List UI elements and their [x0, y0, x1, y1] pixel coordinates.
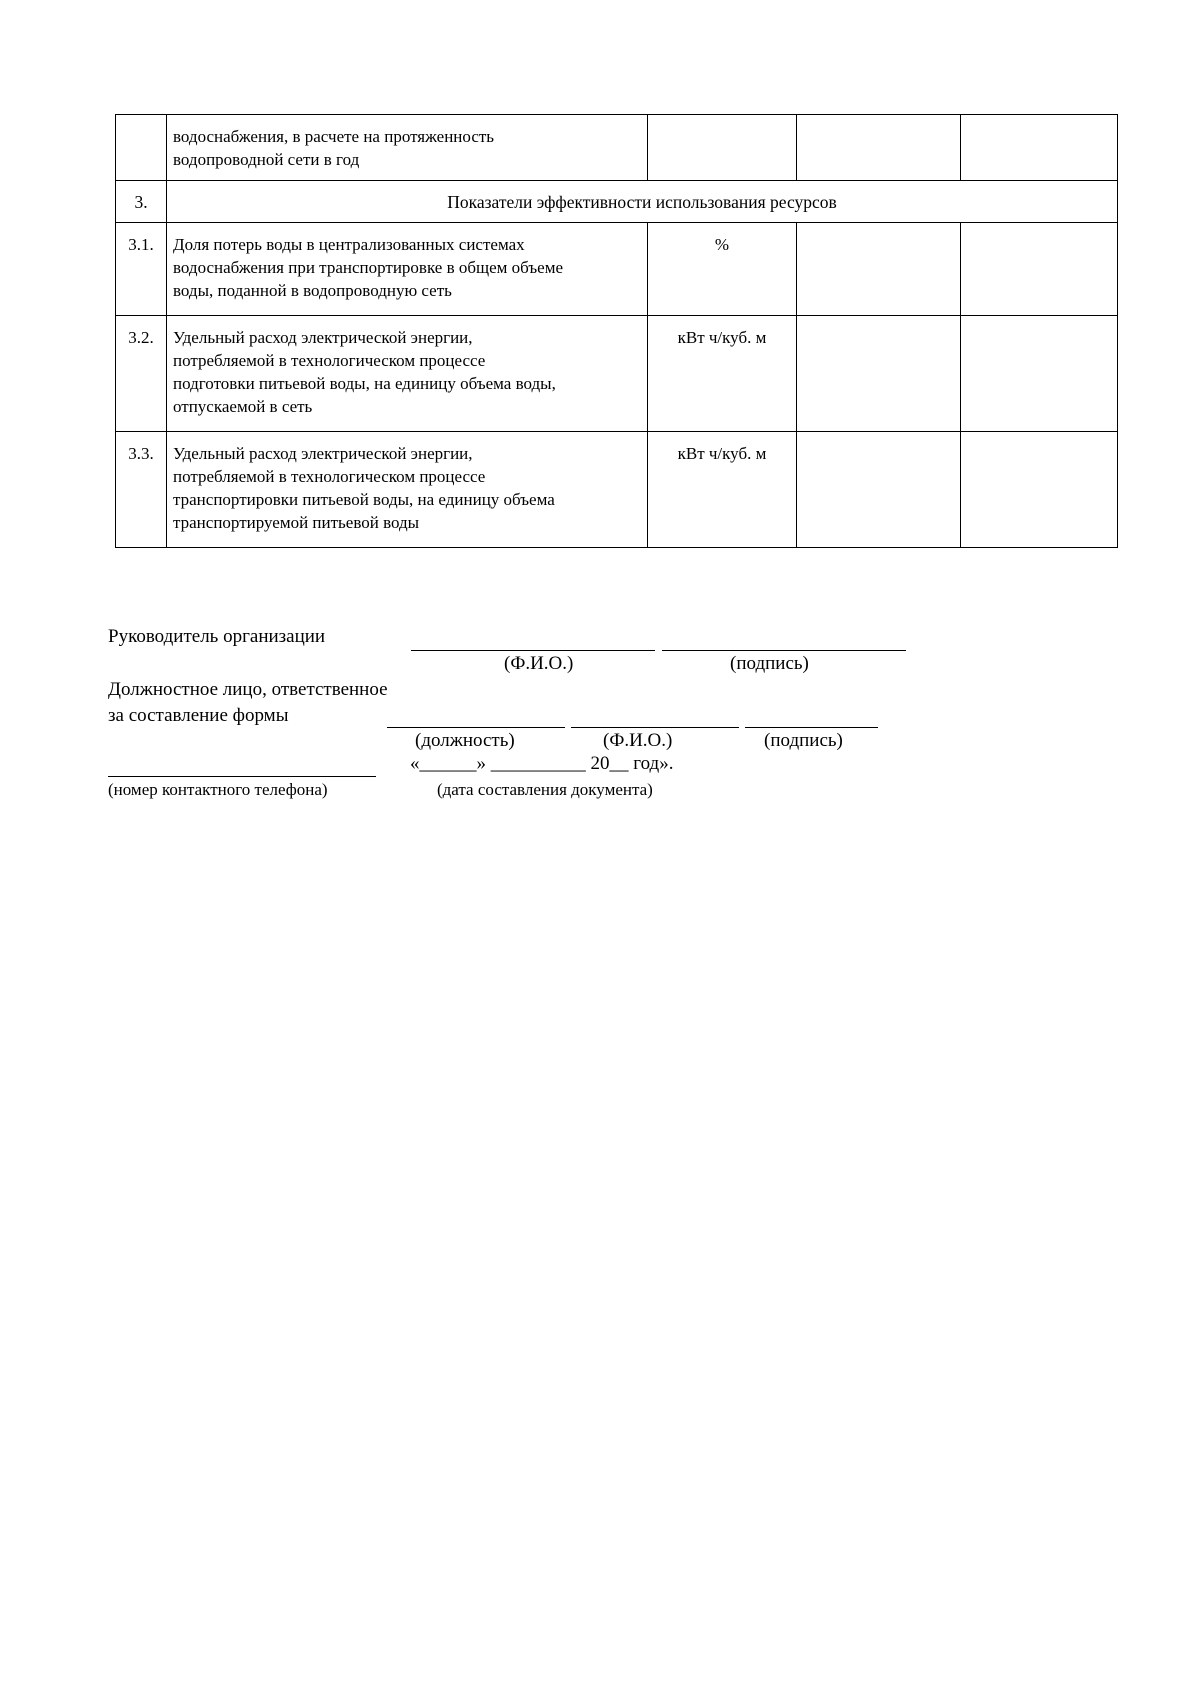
position-caption: (должность) [415, 730, 515, 751]
indicator-name [167, 316, 648, 432]
position-line [387, 727, 565, 728]
indicator-name-line: Удельный расход электрической энергии, [173, 444, 473, 463]
indicator-name-line: транспортировки питьевой воды, на единицу объема [173, 490, 555, 509]
official-sign-caption: (подпись) [764, 730, 843, 751]
table-row [116, 316, 1118, 432]
value-cell [797, 223, 961, 316]
value-cell [961, 223, 1118, 316]
phone-caption: (номер контактного телефона) [108, 780, 328, 799]
value-cell [961, 115, 1118, 181]
row-number: 3.1. [116, 223, 167, 316]
indicator-name-line: водоснабжения при транспортировке в общем объеме [173, 258, 564, 277]
indicator-name-line: транспортируемой питьевой воды [173, 513, 420, 532]
unit-cell [648, 115, 797, 181]
row-number: 3.3. [116, 432, 167, 548]
row-number [116, 115, 167, 181]
indicator-name [167, 115, 648, 181]
value-cell [797, 316, 961, 432]
table-row [116, 115, 1118, 181]
indicator-name-line: потребляемой в технологическом процессе [173, 467, 486, 486]
unit-cell: кВт ч/куб. м [648, 316, 797, 432]
value-cell [961, 316, 1118, 432]
head-fio-caption: (Ф.И.О.) [504, 653, 574, 674]
indicator-name-line: потребляемой в технологическом процессе [173, 351, 486, 370]
value-cell [797, 115, 961, 181]
indicator-name-line: подготовки питьевой воды, на единицу объема воды, [173, 374, 556, 393]
date-caption: (дата составления документа) [437, 780, 653, 799]
section-row [116, 181, 1118, 223]
indicator-name-line: воды, поданной в водопроводную сеть [173, 281, 452, 300]
phone-line [108, 776, 376, 777]
indicators-table [115, 114, 1118, 548]
table-row [116, 223, 1118, 316]
section-title: Показатели эффективности использования ресурсов [167, 181, 1118, 223]
indicator-name [167, 223, 648, 316]
unit-cell: % [648, 223, 797, 316]
indicator-name-line: водоснабжения, в расчете на протяженность [173, 127, 495, 146]
head-sign-caption: (подпись) [730, 653, 809, 674]
unit-cell: кВт ч/куб. м [648, 432, 797, 548]
indicator-name-line: водопроводной сети в год [173, 150, 360, 169]
section-number: 3. [116, 181, 167, 223]
head-sign-line [662, 650, 906, 651]
row-number: 3.2. [116, 316, 167, 432]
official-sign-line [745, 727, 878, 728]
date-line: «______» __________ 20__ год». [410, 753, 674, 774]
indicator-name-line: Удельный расход электрической энергии, [173, 328, 473, 347]
official-fio-line [571, 727, 739, 728]
official-fio-caption: (Ф.И.О.) [603, 730, 673, 751]
official-label-line: за составление формы [108, 705, 289, 726]
table-row [116, 432, 1118, 548]
head-label: Руководитель организации [108, 626, 326, 647]
head-fio-line [411, 650, 655, 651]
indicator-name [167, 432, 648, 548]
indicator-name-line: Доля потерь воды в централизованных системах [173, 235, 525, 254]
indicator-name-line: отпускаемой в сеть [173, 397, 313, 416]
official-label-line: Должностное лицо, ответственное [108, 679, 388, 700]
value-cell [797, 432, 961, 548]
value-cell [961, 432, 1118, 548]
